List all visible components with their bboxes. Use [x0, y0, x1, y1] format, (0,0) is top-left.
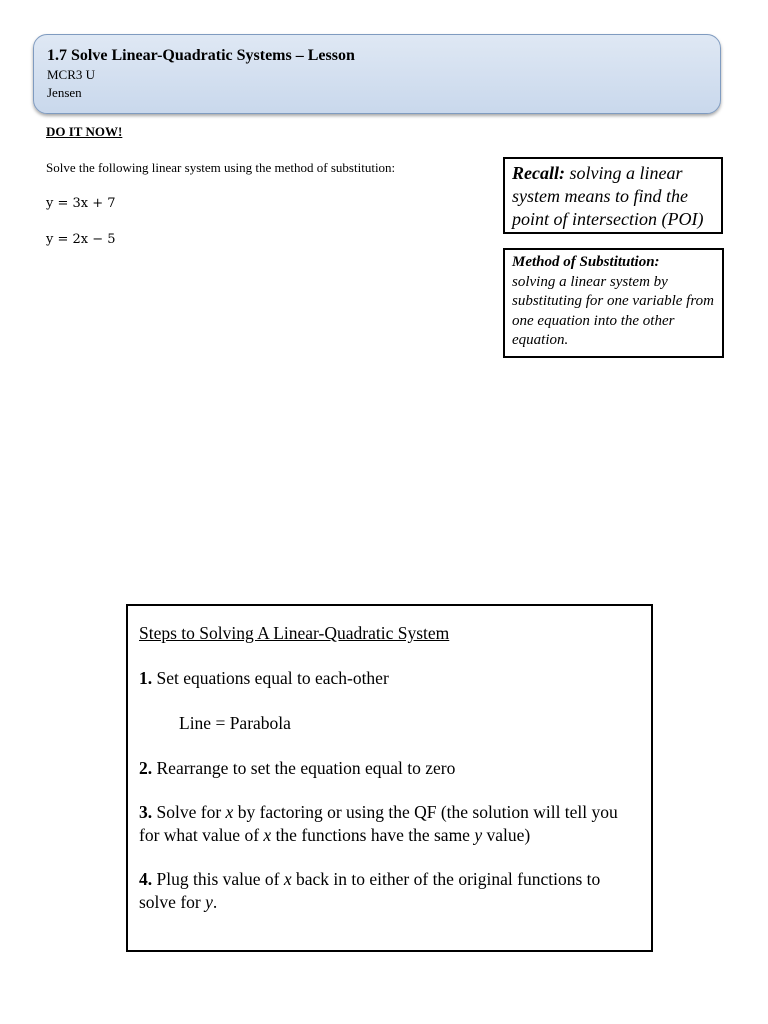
method-text: solving a linear system by substituting for one variable from one equation into the other equation. — [512, 273, 714, 348]
step-1-sub: Line = Parabola — [179, 713, 291, 733]
recall-box — [503, 157, 723, 234]
recall-label: Recall: — [512, 163, 565, 183]
step-3: 3. Solve for x by factoring or using the QF (the solution will tell you for what value of x the functions have the same y value) — [139, 802, 618, 845]
recall-text: solving a linear system means to find the point of intersection (POI) — [512, 163, 704, 229]
step-number: 1. — [139, 668, 153, 688]
steps-box — [126, 604, 653, 952]
step-text: Rearrange to set the equation equal to zero — [156, 758, 456, 778]
step-text: Set equations equal to each-other — [156, 668, 389, 688]
steps-title: Steps to Solving A Linear-Quadratic System — [139, 623, 450, 643]
lesson-header — [33, 34, 721, 114]
step-4: 4. Plug this value of x back in to either of the original functions to solve for y. — [139, 869, 601, 912]
do-it-now-heading: DO IT NOW! — [46, 124, 123, 139]
instruction-text: Solve the following linear system using the method of substitution: — [46, 160, 396, 175]
equation-1: y = 3x + 7 — [46, 196, 116, 211]
step-number: 2. — [139, 758, 153, 778]
equation-2: y = 2x − 5 — [46, 232, 116, 247]
step-number: 4. — [139, 869, 153, 889]
method-label: Method of Substitution: — [512, 254, 660, 270]
step-number: 3. — [139, 802, 153, 822]
course-code: MCR3 U — [47, 67, 96, 82]
step-1 — [139, 667, 639, 690]
teacher-name: Jensen — [47, 85, 82, 100]
method-box — [503, 248, 724, 358]
step-2 — [139, 757, 639, 780]
lesson-title: 1.7 Solve Linear-Quadratic Systems – Lesson — [47, 47, 355, 64]
